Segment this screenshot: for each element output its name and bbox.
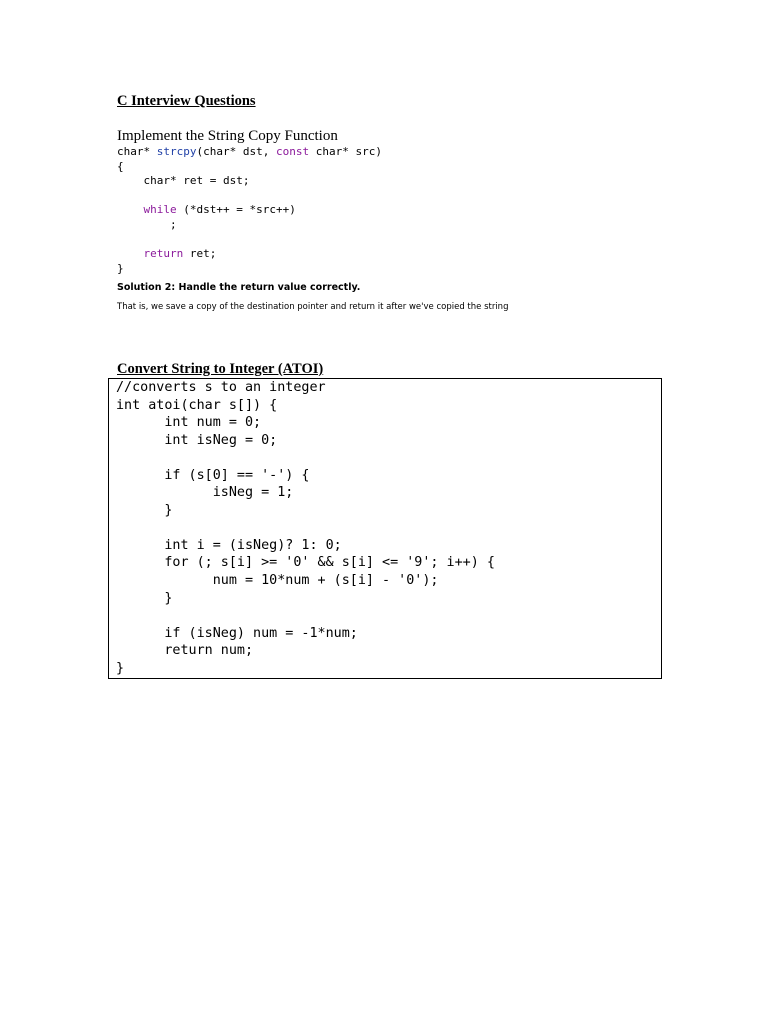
code-line [117, 218, 382, 233]
code-keyword: while [143, 203, 177, 217]
code-line: } [116, 590, 173, 606]
strcpy-code-block [117, 145, 382, 276]
code-line [117, 145, 382, 160]
code-text: ret; [183, 247, 217, 261]
code-line [117, 174, 382, 189]
code-line: for (; s[i] >= '0' && s[i] <= '9'; i++) { [116, 555, 495, 571]
page-title: C Interview Questions [117, 93, 256, 109]
code-line: num = 10*num + (s[i] - '0'); [116, 573, 439, 589]
code-text [117, 203, 144, 216]
code-text: ; [117, 217, 177, 231]
code-text: } [117, 261, 124, 275]
code-text [117, 247, 144, 260]
solution-explanation: That is, we save a copy of the destination pointer and return it after we've copied the string [117, 302, 509, 312]
code-keyword: return [143, 247, 184, 261]
code-text: (*dst++ = *src++) [176, 203, 296, 217]
atoi-section-title: Convert String to Integer (ATOI) [117, 361, 324, 377]
code-line [116, 449, 495, 467]
code-text: { [117, 159, 124, 173]
code-line [117, 233, 382, 248]
code-line: } [116, 660, 125, 676]
code-text: char* ret = dst; [117, 174, 250, 188]
code-text: char* [117, 145, 157, 158]
code-line [117, 189, 382, 204]
code-line: //converts s to an integer [116, 380, 326, 395]
code-line [117, 160, 382, 175]
code-line: if (isNeg) num = -1*num; [116, 625, 358, 641]
code-line: return num; [116, 643, 254, 659]
code-text: char* src) [309, 145, 382, 158]
strcpy-section-title: Implement the String Copy Function [117, 128, 338, 144]
code-line: int i = (isNeg)? 1: 0; [116, 537, 342, 553]
code-line: } [116, 502, 173, 518]
atoi-code-box [108, 378, 662, 679]
code-line: isNeg = 1; [116, 485, 294, 501]
code-function-name: strcpy [156, 145, 197, 158]
code-line: if (s[0] == '-') { [116, 467, 310, 483]
code-line: int atoi(char s[]) { [116, 397, 278, 413]
solution-note: Solution 2: Handle the return value correctly. [117, 282, 361, 293]
code-line [117, 262, 382, 277]
code-line [117, 247, 382, 262]
code-line [116, 607, 495, 625]
code-line [117, 203, 382, 218]
code-text: (char* dst, [196, 145, 276, 158]
code-keyword: const [275, 145, 310, 158]
code-line: int isNeg = 0; [116, 432, 278, 448]
code-line [116, 519, 495, 537]
atoi-code-block [116, 379, 495, 677]
code-line: int num = 0; [116, 415, 262, 431]
